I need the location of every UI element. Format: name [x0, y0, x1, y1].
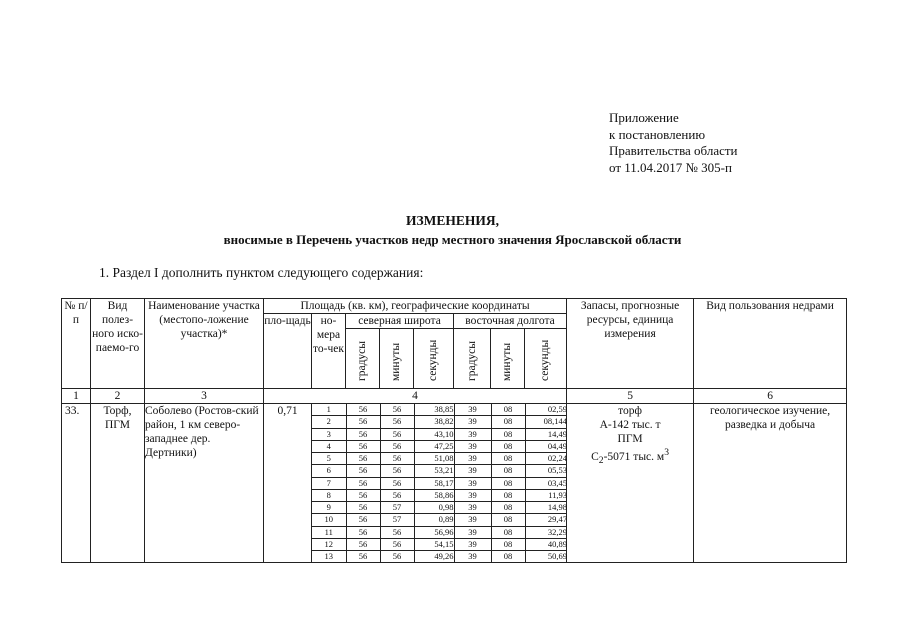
coordinate-row	[312, 551, 567, 563]
east-min: 08	[491, 477, 525, 489]
east-min: 08	[491, 404, 525, 416]
north-deg: 56	[346, 465, 380, 477]
coordinate-row	[312, 514, 567, 526]
east-min: 08	[491, 465, 525, 477]
header-mineral: Вид полез-ного иско-паемо-го	[91, 299, 145, 389]
east-sec: 08,144	[525, 416, 567, 428]
north-min: 56	[380, 404, 414, 416]
north-min: 56	[380, 477, 414, 489]
appendix-line: Правительства области	[609, 143, 738, 158]
item-heading: 1. Раздел I дополнить пунктом следующего содержания:	[99, 265, 424, 280]
east-sec: 14,49	[525, 428, 567, 440]
north-sec: 38,85	[414, 404, 454, 416]
north-sec: 58,17	[414, 477, 454, 489]
document-subtitle: вносимые в Перечень участков недр местного значения Ярославской области	[223, 232, 682, 247]
reserves-c: С	[591, 450, 599, 463]
north-min: 57	[380, 502, 414, 514]
point-number: 10	[312, 514, 346, 526]
north-min: 56	[380, 538, 414, 550]
east-sec: 50,69	[525, 551, 567, 563]
north-sec: 56,96	[414, 526, 454, 538]
north-deg: 56	[346, 440, 380, 452]
column-number: 3	[145, 389, 264, 404]
north-min: 56	[380, 453, 414, 465]
east-deg: 39	[454, 404, 491, 416]
east-sec: 03,45	[525, 477, 567, 489]
east-min: 08	[491, 514, 525, 526]
row-mineral: Торф, ПГМ	[91, 404, 145, 563]
coordinate-row	[312, 538, 567, 550]
point-number: 3	[312, 428, 346, 440]
north-deg: 56	[346, 477, 380, 489]
east-deg: 39	[454, 514, 491, 526]
east-deg: 39	[454, 526, 491, 538]
east-min: 08	[491, 428, 525, 440]
north-min: 56	[380, 465, 414, 477]
reserves-sub: 2	[598, 455, 604, 467]
header-area: пло-щадь	[264, 314, 312, 389]
east-deg: 39	[454, 440, 491, 452]
north-sec: 54,15	[414, 538, 454, 550]
coordinate-row	[312, 440, 567, 452]
north-min: 56	[380, 440, 414, 452]
reserves-sup: 3	[664, 447, 669, 458]
north-min: 56	[380, 551, 414, 563]
column-number: 5	[567, 389, 694, 404]
east-deg: 39	[454, 453, 491, 465]
row-area: 0,71	[264, 404, 312, 563]
north-sec: 58,86	[414, 489, 454, 501]
east-min: 08	[491, 538, 525, 550]
header-row-1	[62, 299, 847, 314]
point-number: 11	[312, 526, 346, 538]
appendix-block	[609, 110, 738, 176]
header-area-coords: Площадь (кв. км), географические координаты	[264, 299, 567, 314]
point-number: 12	[312, 538, 346, 550]
coordinates-table	[312, 404, 567, 562]
header-east-sec: секунды	[539, 339, 552, 381]
coordinates-cell	[312, 404, 567, 563]
north-deg: 56	[346, 502, 380, 514]
row-reserves	[567, 404, 694, 563]
east-sec: 14,98	[525, 502, 567, 514]
header-east: восточная долгота	[454, 314, 567, 329]
row-name: Соболево (Ростов-ский район, 1 км северо-западнее дер. Дертники)	[145, 404, 264, 563]
coordinate-row	[312, 489, 567, 501]
coordinate-row	[312, 526, 567, 538]
north-deg: 56	[346, 514, 380, 526]
coordinate-row	[312, 477, 567, 489]
header-north-deg: градусы	[356, 340, 368, 381]
north-deg: 56	[346, 489, 380, 501]
east-sec: 05,53	[525, 465, 567, 477]
point-number: 2	[312, 416, 346, 428]
east-sec: 29,47	[525, 514, 567, 526]
column-number: 2	[91, 389, 145, 404]
east-min: 08	[491, 440, 525, 452]
subsoil-table	[61, 298, 847, 563]
east-sec: 32,29	[525, 526, 567, 538]
north-deg: 56	[346, 538, 380, 550]
coordinate-row	[312, 404, 567, 416]
north-deg: 56	[346, 428, 380, 440]
east-sec: 04,49	[525, 440, 567, 452]
coordinate-row	[312, 465, 567, 477]
header-usage: Вид пользования недрами	[694, 299, 847, 389]
header-points: но-мера то-чек	[312, 314, 346, 389]
reserves-line: ПГМ	[617, 433, 643, 445]
north-min: 56	[380, 526, 414, 538]
point-number: 1	[312, 404, 346, 416]
north-sec: 49,26	[414, 551, 454, 563]
east-deg: 39	[454, 416, 491, 428]
coordinate-row	[312, 428, 567, 440]
column-number: 1	[62, 389, 91, 404]
east-deg: 39	[454, 551, 491, 563]
appendix-line: от 11.04.2017 № 305-п	[609, 159, 732, 175]
north-deg: 56	[346, 526, 380, 538]
north-deg: 56	[346, 551, 380, 563]
north-deg: 56	[346, 404, 380, 416]
north-sec: 53,21	[414, 465, 454, 477]
coordinate-row	[312, 453, 567, 465]
north-sec: 0,89	[414, 514, 454, 526]
header-name: Наименование участка (местопо-ложение участка)*	[145, 299, 264, 389]
north-sec: 47,25	[414, 440, 454, 452]
east-min: 08	[491, 489, 525, 501]
east-sec: 11,93	[525, 489, 567, 501]
north-min: 56	[380, 416, 414, 428]
east-deg: 39	[454, 477, 491, 489]
point-number: 9	[312, 502, 346, 514]
north-deg: 56	[346, 416, 380, 428]
header-num: № п/п	[62, 299, 91, 389]
east-min: 08	[491, 502, 525, 514]
east-min: 08	[491, 416, 525, 428]
appendix-line: к постановлению	[609, 126, 706, 142]
point-number: 4	[312, 440, 346, 452]
east-min: 08	[491, 551, 525, 563]
east-deg: 39	[454, 538, 491, 550]
header-north-min: минуты	[390, 342, 402, 381]
north-sec: 51,08	[414, 453, 454, 465]
east-min: 08	[491, 453, 525, 465]
north-min: 56	[380, 428, 414, 440]
header-north: северная широта	[346, 314, 454, 329]
header-east-deg: градусы	[465, 340, 478, 381]
header-east-min: минуты	[501, 342, 513, 381]
east-deg: 39	[454, 428, 491, 440]
coordinate-row	[312, 502, 567, 514]
point-number: 7	[312, 477, 346, 489]
reserves-line	[567, 446, 693, 468]
header-reserves: Запасы, прогнозные ресурсы, единица измерения	[567, 299, 694, 389]
north-sec: 38,82	[414, 416, 454, 428]
east-deg: 39	[454, 502, 491, 514]
north-min: 57	[380, 514, 414, 526]
point-number: 6	[312, 465, 346, 477]
east-deg: 39	[454, 465, 491, 477]
east-sec: 02,59	[525, 404, 567, 416]
row-num: 33.	[62, 404, 91, 563]
reserves-line: А-142 тыс. т	[599, 419, 661, 431]
reserves-rest: -5071 тыс. м	[603, 450, 665, 463]
appendix-line: Приложение	[609, 110, 679, 125]
east-min: 08	[491, 526, 525, 538]
header-north-sec: секунды	[427, 339, 439, 381]
column-number-row	[62, 389, 847, 404]
column-number: 6	[694, 389, 847, 404]
north-deg: 56	[346, 453, 380, 465]
east-deg: 39	[454, 489, 491, 501]
point-number: 13	[312, 551, 346, 563]
point-number: 8	[312, 489, 346, 501]
row-usage: геологическое изучение, разведка и добыча	[694, 404, 847, 563]
east-sec: 02,24	[525, 453, 567, 465]
north-sec: 0,98	[414, 502, 454, 514]
coordinate-row	[312, 416, 567, 428]
reserves-line: торф	[618, 405, 642, 417]
document-title: ИЗМЕНЕНИЯ,	[405, 213, 499, 228]
table-row	[62, 404, 847, 563]
north-sec: 43,10	[414, 428, 454, 440]
east-sec: 40,89	[525, 538, 567, 550]
column-number: 4	[264, 389, 567, 404]
north-min: 56	[380, 489, 414, 501]
point-number: 5	[312, 453, 346, 465]
